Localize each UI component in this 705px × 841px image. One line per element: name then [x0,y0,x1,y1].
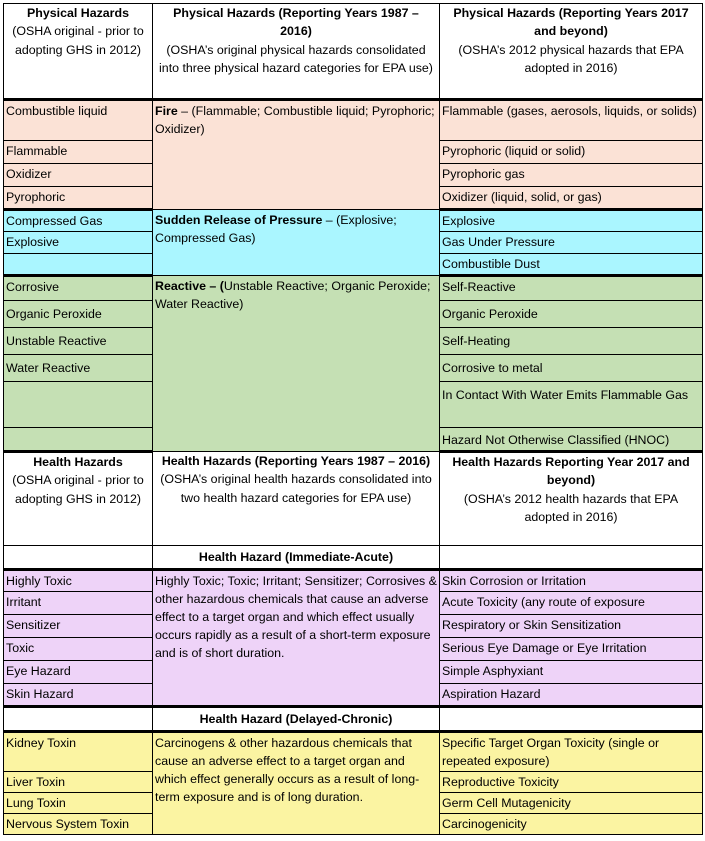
ghs-hazard-cell: Explosive [440,210,703,232]
physical-col3-subtitle: (OSHA’s 2012 physical hazards that EPA adopted in 2016) [458,42,684,76]
original-hazard-cell: Liver Toxin [4,772,153,793]
ghs-hazard-cell: Germ Cell Mutagenicity [440,793,703,814]
original-hazard-cell: Explosive [4,232,153,254]
ghs-hazard-cell: Specific Target Organ Toxicity (single or repeated exposure) [440,732,703,772]
ghs-hazard-cell: Gas Under Pressure [440,232,703,254]
ghs-hazard-cell: Serious Eye Damage or Eye Irritation [440,638,703,661]
health-col1-subtitle: (OSHA original - prior to adopting GHS in 2012) [12,473,144,506]
pressure-category-cell [153,210,440,276]
physical-col2-subtitle: (OSHA’s original physical hazards consolidated into three physical hazard categories for EPA use) [159,42,433,76]
health-col2-header [153,452,440,546]
ghs-hazard-cell: Oxidizer (liquid, solid, or gas) [440,187,703,210]
health-col1-title: Health Hazards [33,455,123,469]
original-hazard-cell [4,382,153,428]
original-hazard-cell: Skin Hazard [4,684,153,707]
fire-row [4,100,703,141]
hazard-classification-table [3,3,703,835]
acute-heading-blank [440,546,703,570]
pressure-category-name: Sudden Release of Pressure [155,213,323,227]
ghs-hazard-cell: Aspiration Hazard [440,684,703,707]
ghs-hazard-cell: Acute Toxicity (any route of exposure [440,592,703,615]
acute-row [4,570,703,592]
ghs-hazard-cell: Carcinogenicity [440,814,703,835]
fire-category-cell [153,100,440,210]
ghs-hazard-cell: Self-Reactive [440,276,703,301]
ghs-hazard-cell: Simple Asphyxiant [440,661,703,684]
original-hazard-cell: Lung Toxin [4,793,153,814]
physical-col2-header [153,4,440,100]
ghs-hazard-cell: Hazard Not Otherwise Classified (HNOC) [440,428,703,452]
health-col3-title: Health Hazards Reporting Year 2017 and beyond) [452,455,690,488]
ghs-hazard-cell: Pyrophoric gas [440,164,703,187]
original-hazard-cell: Eye Hazard [4,661,153,684]
original-hazard-cell: Unstable Reactive [4,328,153,355]
original-hazard-cell: Oxidizer [4,164,153,187]
physical-col1-header [4,4,153,100]
original-hazard-cell [4,254,153,276]
ghs-hazard-cell: Reproductive Toxicity [440,772,703,793]
original-hazard-cell: Irritant [4,592,153,615]
fire-category-desc: – (Flammable; Combustible liquid; Pyrophoric; Oxidizer) [155,104,435,136]
ghs-hazard-cell: Corrosive to metal [440,355,703,382]
physical-col2-title: Physical Hazards (Reporting Years 1987 – 2016) [173,6,419,39]
chronic-heading-blank [4,707,153,732]
health-col3-subtitle: (OSHA’s 2012 health hazards that EPA adopted in 2016) [463,491,679,525]
ghs-hazard-cell: In Contact With Water Emits Flammable Gas [440,382,703,428]
pressure-row [4,210,703,232]
chronic-heading-row [4,707,703,732]
reactive-category-desc: Unstable Reactive; Organic Peroxide; Water Reactive) [155,279,431,311]
original-hazard-cell: Corrosive [4,276,153,301]
health-col2-title: Health Hazards (Reporting Years 1987 – 2016) [161,454,431,468]
physical-col3-title: Physical Hazards (Reporting Years 2017 and beyond) [453,6,689,39]
health-col2-subtitle: (OSHA’s original health hazards consolidated into two health hazard categories for EPA use) [160,472,432,505]
ghs-hazard-cell: Pyrophoric (liquid or solid) [440,141,703,164]
ghs-hazard-cell: Skin Corrosion or Irritation [440,570,703,592]
original-hazard-cell: Combustible liquid [4,100,153,141]
health-col3-header [440,452,703,546]
acute-heading: Health Hazard (Immediate-Acute) [153,546,440,570]
original-hazard-cell: Pyrophoric [4,187,153,210]
chronic-category-cell: Carcinogens & other hazardous chemicals that cause an adverse effect to a target organ and which effect generally occurs as a result of long-term exposure and is of long duration. [153,732,440,835]
health-header-row [4,452,703,546]
ghs-hazard-cell: Self-Heating [440,328,703,355]
original-hazard-cell: Nervous System Toxin [4,814,153,835]
health-col1-header [4,452,153,546]
acute-heading-row [4,546,703,570]
original-hazard-cell: Organic Peroxide [4,301,153,328]
pressure-category-desc: – (Explosive; Compressed Gas) [155,213,397,245]
reactive-row [4,276,703,301]
original-hazard-cell [4,428,153,452]
chronic-heading: Health Hazard (Delayed-Chronic) [153,707,440,732]
original-hazard-cell: Highly Toxic [4,570,153,592]
original-hazard-cell: Compressed Gas [4,210,153,232]
original-hazard-cell: Water Reactive [4,355,153,382]
original-hazard-cell: Toxic [4,638,153,661]
reactive-category-name: Reactive – ( [155,279,224,293]
physical-col1-subtitle: (OSHA original - prior to adopting GHS in 2012) [12,24,144,57]
physical-col1-title: Physical Hazards [27,6,129,20]
ghs-hazard-cell: Flammable (gases, aerosols, liquids, or solids) [440,100,703,141]
chronic-heading-blank [440,707,703,732]
chronic-row [4,732,703,772]
reactive-category-cell [153,276,440,452]
ghs-hazard-cell: Organic Peroxide [440,301,703,328]
ghs-hazard-cell: Combustible Dust [440,254,703,276]
original-hazard-cell: Flammable [4,141,153,164]
acute-heading-blank [4,546,153,570]
acute-category-cell: Highly Toxic; Toxic; Irritant; Sensitizer; Corrosives & other hazardous chemicals that cause an adverse effect to a target organ and which effect usually occurs rapidly as a result of a short-term exposure and is of short duration. [153,570,440,707]
fire-category-name: Fire [155,104,178,118]
physical-header-row [4,4,703,100]
original-hazard-cell: Sensitizer [4,615,153,638]
physical-col3-header [440,4,703,100]
original-hazard-cell: Kidney Toxin [4,732,153,772]
ghs-hazard-cell: Respiratory or Skin Sensitization [440,615,703,638]
